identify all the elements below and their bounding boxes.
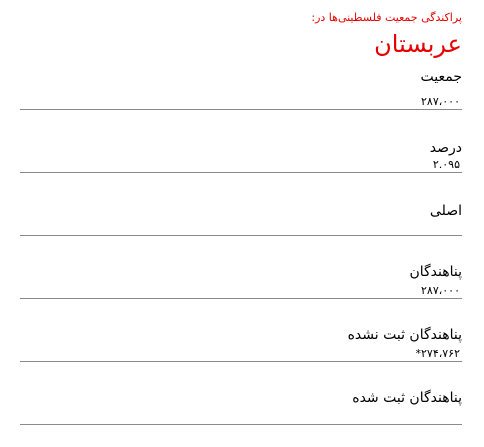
row-label: اصلی [429,203,462,219]
row-registered-refugees [20,362,462,425]
row-value: ۲.۰۹۵ [432,158,460,171]
row-population [20,59,462,110]
stats-panel [20,0,462,425]
row-value: ۲۸۷،۰۰۰ [421,95,460,108]
row-value: ۲۸۷،۰۰۰ [421,284,460,297]
row-original [20,173,462,236]
row-refugees [20,236,462,299]
row-label: پناهندگان ثبت نشده [347,327,462,343]
row-unregistered-refugees [20,299,462,362]
row-percent [20,110,462,173]
country-title: عربستان [374,30,462,58]
panel-subtitle: پراکندگی جمعیت فلسطینی‌ها در: [311,11,462,24]
row-label: پناهندگان [409,264,462,280]
row-label: درصد [429,140,462,156]
row-label: جمعیت [420,69,462,85]
row-label: پناهندگان ثبت شده [352,390,462,406]
row-value: ۲۷۴،۷۶۲* [415,347,460,360]
